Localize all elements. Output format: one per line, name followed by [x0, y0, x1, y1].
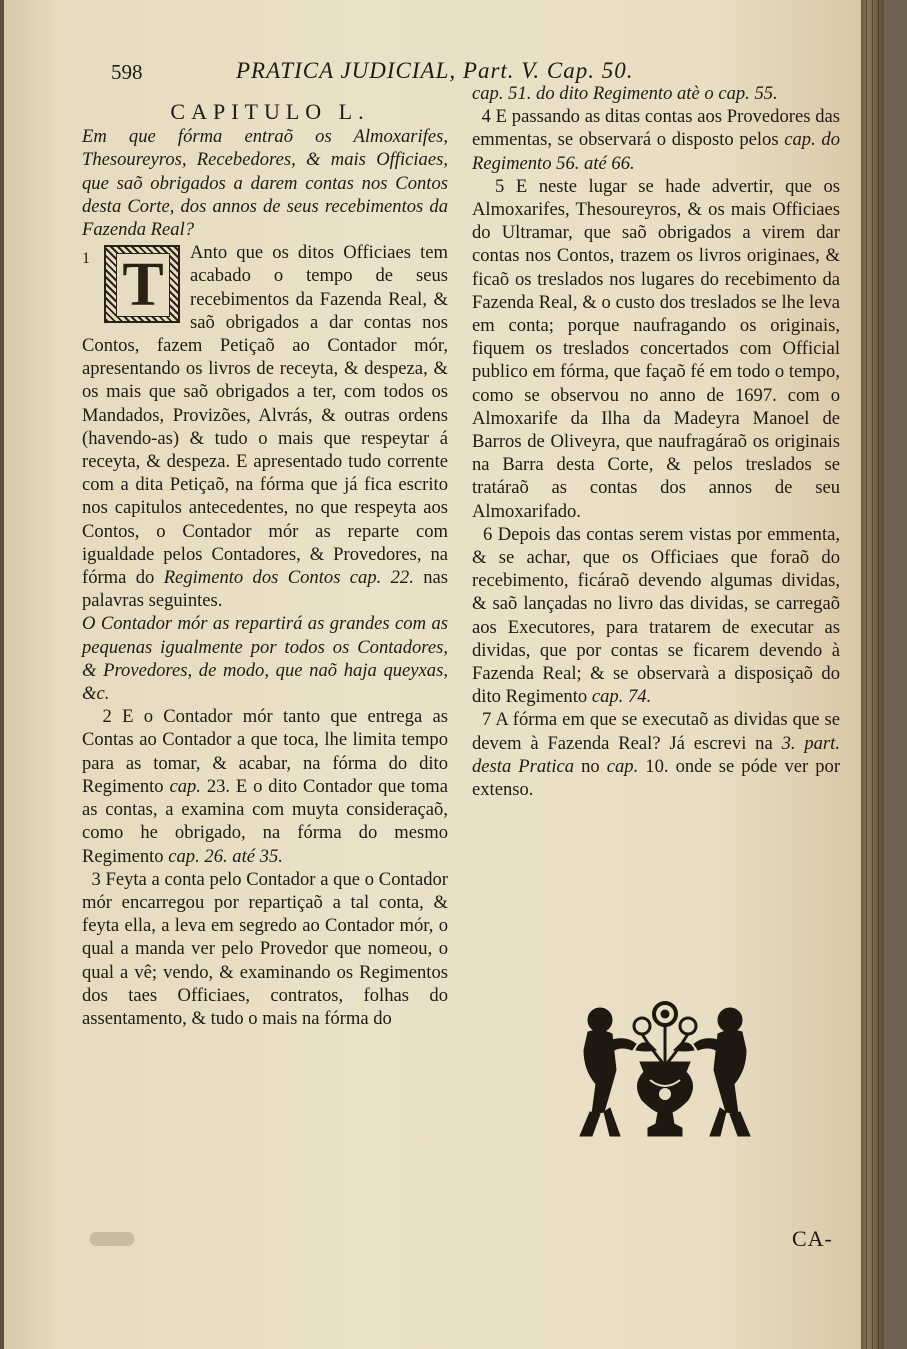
paragraph-text: E neste lugar se hade advertir, que os Almoxarifes, Thesoureyros, & os mais Officiaes do Ultramar, que saõ obrigados a virem dar contas nos Contos, trazem os livros originaes, & ficaõ os treslados nos lugares do recebimento da Fazenda Real, & o custo dos treslados se lhe leva em conta; porque naufragando os originais, fiquem os treslados concertados com Official publico em fórma, que façaõ fé em todo o tempo, como se observou no anno de 1697. com o Almoxarife da Ilha da Madeyra Manoel de Barros de Oliveyra, que naufragáraõ os originais na Barra desta Corte, & pelos treslados se tratáraõ as contas dos annos de seu Almoxarifado.	[472, 175, 840, 522]
right-column	[472, 82, 840, 801]
chapter-summary: Em que fórma entraõ os Almoxarifes, Thesoureyros, Recebedores, & mais Officiaes, que saõ obrigados a darem contas nos Contos desta Corte, dos annos de seus recebimentos da Fazenda Real?	[82, 126, 448, 241]
ink-smudge	[90, 1232, 134, 1246]
paragraph-text: Depois das contas serem vistas por emmenta, & se achar, que os Officiaes que foraõ do recebimento, ficáraõ devendo algumas dividas, & saõ lançadas no livro das dividas, se carregaõ aos Executores, para tratarem de executar as dividas, que por contas se ficarem devendo à Fazenda Real; & se observarà a disposiçaõ do dito Regimento	[472, 523, 841, 708]
paragraph-5	[472, 175, 840, 523]
citation: Regimento dos Contos cap. 22.	[163, 567, 414, 589]
paragraph-4	[472, 105, 840, 175]
paragraph-number: 1	[82, 250, 90, 268]
paragraph-7	[472, 708, 840, 801]
citation: cap. 26. até 35.	[168, 845, 283, 867]
paragraph-6	[472, 523, 840, 709]
citation: cap. 74.	[591, 686, 652, 708]
citation: cap.	[606, 755, 639, 777]
left-column	[82, 100, 448, 1030]
paragraph-2	[82, 705, 448, 867]
initial-letter: T	[116, 253, 170, 317]
paragraph-text: A fórma em que se executaõ as dividas que se devem à Fazenda Real? Já escrevi na	[472, 709, 840, 754]
book-page	[4, 0, 884, 1349]
citation: cap.	[169, 775, 201, 797]
paragraph-number: 4	[481, 106, 491, 128]
paragraph-text: 10. onde se póde ver por extenso.	[472, 755, 841, 801]
citation: 3. part. desta Pratica	[472, 732, 840, 777]
running-title: PRATICA JUDICIAL, Part. V. Cap. 50.	[236, 58, 634, 83]
chapter-title: CAPITULO L.	[170, 99, 370, 124]
paragraph-text: no	[581, 755, 600, 777]
paragraph-text: nas palavras seguintes.	[82, 567, 449, 612]
paragraph-text: E passando as ditas contas aos Provedores das emmentas, se observará o disposto pelos	[472, 106, 841, 151]
decorated-initial	[104, 245, 180, 323]
page-number: 598	[111, 60, 143, 84]
paragraph-text: Anto que os ditos Officiaes tem acabado o tempo de seus recebimentos da Fazenda Real, & saõ obrigados a dar contas nos Contos, fazem Petiçaõ ao Contador mór, apresentando os livros de receyta, & despeza, & os mais que saõ obrigados a ter, com todos os Mandados, Provizões, Alvrás, & outras ordens (havendo-as) & tudo o mais que respeytar á receyta, & despeza. E apresentado tudo corrente com a dita Petiçaõ, na fórma que já fica escrito nos capitulos antecedentes, no que respeyta aos Contos, o Contador mór as reparte com igualdade pelos Contadores, & Provedores, na fórma do	[82, 242, 448, 589]
quotation: O Contador mór as repartirá as grandes com as pequenas igualmente por todos os Contadores, & Provedores, de modo, que naõ haja queyxas, &c.	[82, 613, 448, 705]
catchword: CA-	[792, 1226, 833, 1251]
paragraph-1	[82, 241, 448, 705]
paragraph-number: 2	[102, 706, 112, 728]
paragraph-text: Feyta a conta pelo Contador a que o Contador mór encarregou por repartiçaõ a tal conta, & feyta ella, a leva em segredo ao Contador mór, o qual a manda ver pelo Provedor que nomeou, o qual a vê; vendo, & examinando os Regimentos dos taes Officiaes, contratos, folhas do assentamento, & tudo o mais na fórma do	[82, 868, 448, 1029]
paragraph-number: 5	[495, 175, 505, 197]
continued-citation: cap. 51. do dito Regimento atè o cap. 55.	[472, 83, 778, 104]
paragraph-text: 23. E o dito Contador que toma as contas, a examina com muyta consideraçaõ, como he obrigado, na fórma do mesmo Regimento	[82, 775, 448, 867]
paragraph-number: 3	[91, 868, 101, 890]
paragraph-3	[82, 868, 448, 1030]
adjacent-page-edge	[861, 0, 884, 1349]
citation: cap. do Regimento 56. até 66.	[472, 129, 840, 174]
paragraph-text: E o Contador mór tanto que entrega as Contas ao Contador a que toca, lhe limita tempo para as tomar, & acabar, na fórma do dito Regimento	[82, 706, 448, 797]
paragraph-number: 6	[482, 523, 493, 545]
paragraph-number: 7	[482, 709, 492, 731]
vase-cherubs-ornament-icon	[570, 1000, 760, 1142]
